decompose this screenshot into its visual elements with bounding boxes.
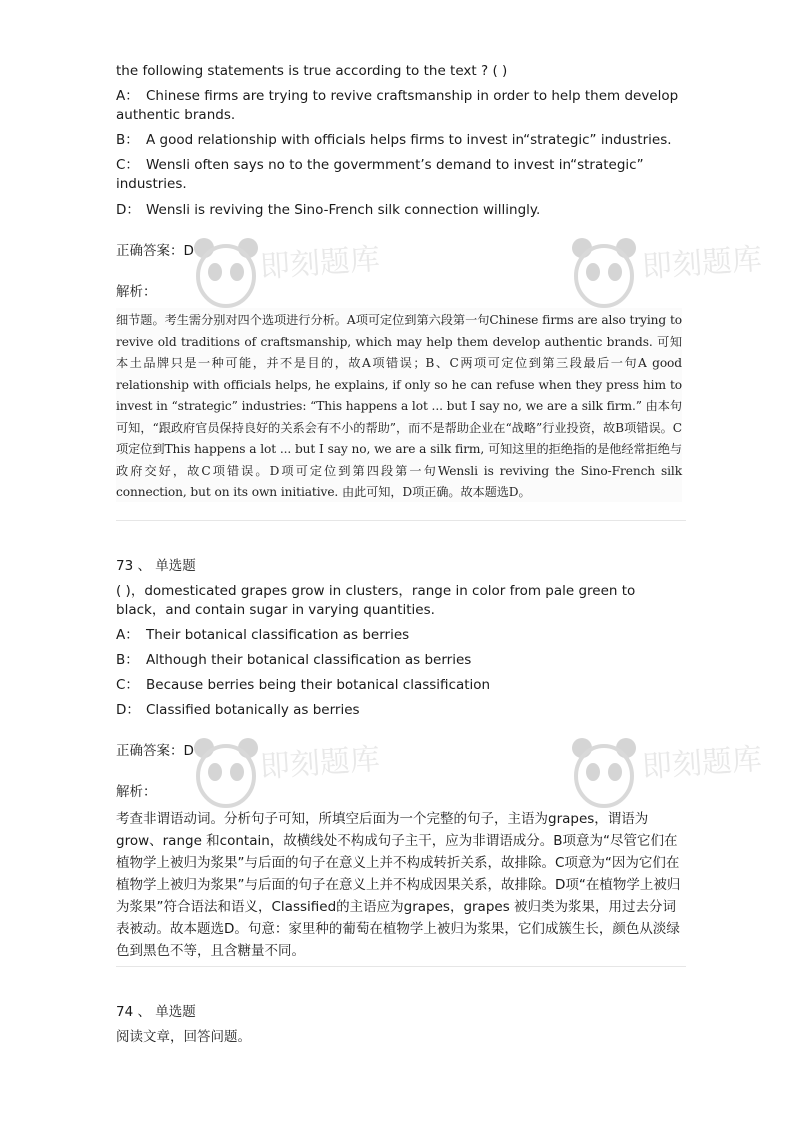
q73-analysis-label: 解析： (116, 784, 157, 800)
option-text: Because berries being their botanical classification (146, 677, 491, 693)
option-text: Although their botanical classification as berries (146, 652, 472, 668)
q73-option-d[interactable] (116, 701, 688, 720)
watermark-text: 即刻题库 (640, 241, 764, 286)
q73-analysis: 考查非谓语动词。分析句子可知，所填空后面为一个完整的句子，主语为grapes，谓语为grow、range 和contain，故横线处不构成句子主干，应为非谓语成分。B项意为“尽管它们在植物学上被归为浆果”与后面的句子在意义上并不构成转折关系，故排除。C项意为“因为它们在植物学上被归为浆果”与后面的句子在意义上并不构成因果关系，故排除。D项“在植物学上被归为浆果”符合语法和语义，Classified的主语应为grapes，grapes 被归类为浆果，用过去分词表被动。故本题选D。句意：家里种的葡萄在植物学上被归为浆果，它们成簇生长，颜色从淡绿色到黑色不等，且含糖量不同。 (116, 811, 681, 959)
watermark-text: 即刻题库 (640, 741, 764, 786)
question-number: 73 、 (116, 558, 151, 574)
option-text: Their botanical classification as berries (146, 627, 410, 643)
option-text: Wensli often says no to the govermment’s demand to invest in“strategic” industries. (116, 157, 644, 192)
q73-stem: ( )，domesticated grapes grow in clusters，range in color from pale green to black，and contain sugar in varying quantities. (116, 583, 636, 618)
divider (116, 520, 686, 521)
q74-stem: 阅读文章，回答问题。 (116, 1029, 251, 1045)
q72-option-a[interactable] (116, 87, 688, 125)
q73-option-b[interactable] (116, 651, 688, 670)
answer-label: 正确答案： (116, 243, 184, 259)
question-type: 单选题 (155, 558, 196, 574)
divider (116, 966, 686, 967)
option-text: Wensli is reviving the Sino-French silk connection willingly. (146, 202, 541, 218)
q72-answer (116, 242, 688, 261)
answer-value: D (183, 743, 194, 759)
q73-header (116, 557, 688, 576)
option-letter: C： (116, 157, 139, 173)
option-text: Classified botanically as berries (146, 702, 360, 718)
option-letter: D： (116, 702, 140, 718)
answer-value: D (183, 243, 194, 259)
q73-option-c[interactable] (116, 676, 688, 695)
q73-answer (116, 742, 688, 761)
option-letter: A： (116, 627, 139, 643)
question-number: 74 、 (116, 1004, 151, 1020)
watermark-text: 即刻题库 (258, 241, 382, 286)
q72-stem: the following statements is true according to the text ? ( ) (116, 63, 508, 79)
q74-header (116, 1003, 688, 1022)
q72-option-c[interactable] (116, 156, 688, 194)
q72-analysis-scan: 细节题。考生需分别对四个选项进行分析。A项可定位到第六段第一句Chinese firms are also trying to revive old traditions of craftsmanship, which may help them develop authentic brands. 可知本土品牌只是一种可能，并不是目的，故A项错误；B、C两项可定位到第三段最后一句A good relationship with officials helps, he explains, if only so he can refuse when they press him to invest in “strategic” industries: “This happens a lot ... but I say no, we are a silk firm.” 由本句可知，“跟政府官员保持良好的关系会有不小的帮助”，而不是帮助企业在“战略”行业投资，故B项错误。C项定位到This happens a lot ... but I say no, we are a silk firm, 可知这里的拒绝指的是他经常拒绝与政府交好，故C项错误。D项可定位到第四段第一句Wensli is reviving the Sino-French silk connection, but on its own initiative. 由此可知，D项正确。故本题选D。 (116, 308, 682, 502)
q72-option-d[interactable] (116, 201, 688, 220)
q72-option-b[interactable] (116, 131, 688, 150)
answer-label: 正确答案： (116, 743, 184, 759)
option-letter: B： (116, 132, 139, 148)
option-letter: C： (116, 677, 139, 693)
q73-option-a[interactable] (116, 626, 688, 645)
option-letter: D： (116, 202, 140, 218)
option-letter: A： (116, 88, 139, 104)
option-text: A good relationship with officials helps firms to invest in“strategic” industries. (146, 132, 672, 148)
option-text: Chinese firms are trying to revive craftsmanship in order to help them develop authentic brands. (116, 88, 679, 123)
q72-analysis-label: 解析： (116, 284, 157, 300)
watermark-text: 即刻题库 (258, 741, 382, 786)
option-letter: B： (116, 652, 139, 668)
question-type: 单选题 (155, 1004, 196, 1020)
